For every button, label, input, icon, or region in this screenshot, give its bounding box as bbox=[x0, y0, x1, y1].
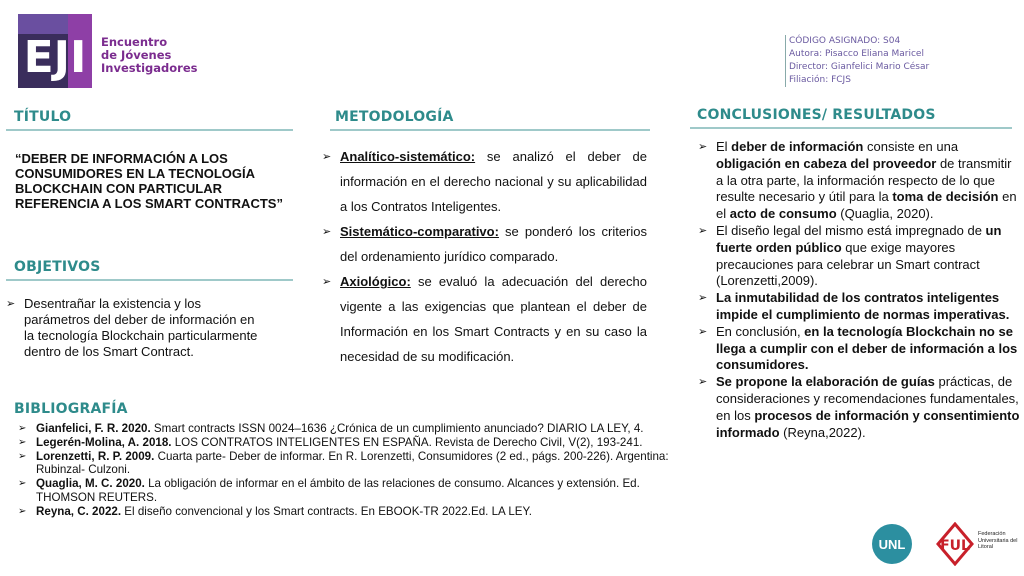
list-item bbox=[18, 422, 683, 436]
ref-author: Gianfelici, F. R. 2020. bbox=[36, 422, 151, 435]
section-heading-titulo: TÍTULO bbox=[14, 109, 72, 125]
list-item: ➢ Desentrañar la existencia y los parámetros del deber de información en la tecnología Blockchain particularmente dentro de los Smart Contract. bbox=[6, 296, 266, 360]
ref-text: Cuarta parte- Deber de informar. En R. Lorenzetti, Consumidores (2 ed., págs. 200-226). Argentina: Rubinzal- Culzoni. bbox=[36, 449, 669, 477]
list-item bbox=[18, 505, 683, 519]
conclusiones-list bbox=[698, 139, 1020, 441]
list-item bbox=[18, 477, 683, 505]
method-label: Sistemático-comparativo: bbox=[340, 224, 499, 239]
ref-text: El diseño convencional y los Smart contracts. En EBOOK-TR 2022.Ed. LA LEY. bbox=[121, 504, 533, 518]
section-heading-bibliografia: BIBLIOGRAFÍA bbox=[14, 401, 128, 417]
bibliografia-list bbox=[18, 422, 683, 519]
section-heading-objetivos: OBJETIVOS bbox=[14, 259, 101, 275]
ref-author: Quaglia, M. C. 2020. bbox=[36, 477, 145, 491]
codigo-asignado: CÓDIGO ASIGNADO: S04 bbox=[789, 36, 901, 46]
method-label: Axiológico: bbox=[340, 274, 411, 289]
ref-text: La obligación de informar en el ámbito de las relaciones de consumo. Alcances y extensión. Ed. THOMSON REUTERS. bbox=[36, 477, 640, 504]
list-item: ➢ En conclusión, en la tecnología Blockchain no se llega a cumplir con el deber de información a los consumidores. bbox=[698, 324, 1020, 374]
filiacion: Filiación: FCJS bbox=[789, 75, 851, 85]
ful-logo bbox=[934, 522, 976, 566]
method-text: se evaluó la adecuación del derecho vigente a las exigencias que plantean el deber de Información en los Smart Contracts y en su caso la necesidad de su modificación. bbox=[340, 274, 647, 364]
list-item bbox=[322, 144, 647, 219]
list-item bbox=[18, 450, 683, 478]
poster-title: “DEBER DE INFORMACIÓN A LOS CONSUMIDORES EN LA TECNOLOGÍA BLOCKCHAIN CON PARTICULAR REFERENCIA A LOS SMART CONTRACTS” bbox=[15, 151, 283, 211]
ful-mark: FUL bbox=[940, 538, 970, 554]
method-text: se ponderó los criterios del ordenamiento jurídico comparado. bbox=[340, 224, 647, 264]
divider bbox=[330, 129, 650, 131]
logo-line-1: Encuentro bbox=[101, 35, 168, 49]
list-item: ➢ Se propone la elaboración de guías prácticas, de consideraciones y recomendaciones fundamentales, en los procesos de información y consentimiento informado (Reyna,2022). bbox=[698, 374, 1020, 441]
logo-wordmark bbox=[101, 36, 198, 75]
ref-author: Reyna, C. 2022. bbox=[36, 504, 122, 518]
method-label: Analítico-sistemático: bbox=[340, 149, 476, 164]
autora: Autora: Pisacco Eliana Maricel bbox=[789, 49, 924, 59]
list-item bbox=[18, 436, 683, 450]
list-item: ➢ El diseño legal del mismo está impregnado de un fuerte orden público que exige mayores precauciones para celebrar un Smart contract (Lorenzetti,2009). bbox=[698, 223, 1020, 290]
eji-logo bbox=[18, 14, 92, 88]
header-info bbox=[785, 35, 929, 87]
list-item: ➢ La inmutabilidad de los contratos inteligentes impide el cumplimiento de normas imperativas. bbox=[698, 290, 1020, 324]
logo-mark: EJI bbox=[23, 32, 87, 83]
method-text: se analizó el deber de información en el derecho nacional y su aplicabilidad a los Contratos Inteligentes. bbox=[340, 149, 647, 214]
objetivos-list bbox=[6, 296, 266, 360]
metodologia-list bbox=[322, 144, 647, 369]
unl-logo: UNL bbox=[872, 524, 912, 564]
logo-line-3: Investigadores bbox=[101, 61, 198, 75]
section-heading-conclusiones: CONCLUSIONES/ RESULTADOS bbox=[697, 107, 936, 123]
logo-line-2: de Jóvenes bbox=[101, 48, 172, 62]
section-heading-metodologia: METODOLOGÍA bbox=[335, 109, 454, 125]
ful-caption: Federación Universitaria del Litoral bbox=[978, 531, 1018, 550]
ref-text: Smart contracts ISSN 0024–1636 ¿Crónica de un cumplimiento anunciado? DIARIO LA LEY, 4. bbox=[150, 422, 644, 435]
ref-text: LOS CONTRATOS INTELIGENTES EN ESPAÑA. Revista de Derecho Civil, V(2), 193-241. bbox=[171, 435, 643, 449]
divider bbox=[690, 127, 1012, 129]
list-item: ➢ El deber de información consiste en una obligación en cabeza del proveedor de transmitir a la otra parte, la información respecto de lo que resulte necesario y útil para la toma de decisión en el acto de consumo (Quaglia, 2020). bbox=[698, 139, 1020, 223]
list-item bbox=[322, 269, 647, 369]
ref-author: Lorenzetti, R. P. 2009. bbox=[36, 449, 155, 463]
ref-author: Legerén-Molina, A. 2018. bbox=[36, 435, 172, 449]
divider bbox=[6, 279, 293, 281]
director: Director: Gianfelici Mario César bbox=[789, 62, 930, 72]
divider bbox=[6, 129, 293, 131]
list-item bbox=[322, 219, 647, 269]
